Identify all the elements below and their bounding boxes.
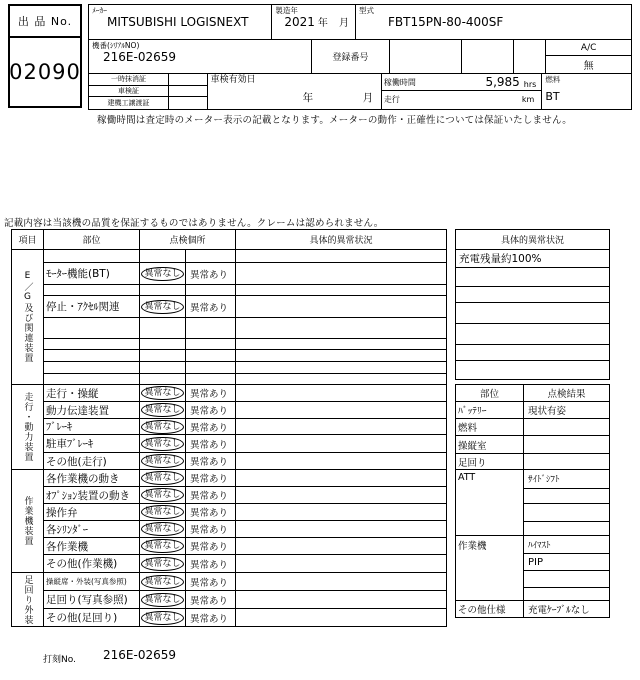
cert-value xyxy=(169,97,207,109)
att-label: ATT xyxy=(456,470,524,535)
ok-circled: 異常なし xyxy=(141,437,183,451)
table-row: 動力伝達装置 異常なし 異常あり xyxy=(44,402,446,419)
ok-circled: 異常なし xyxy=(141,471,183,485)
cert-value xyxy=(169,74,207,85)
ok-circled: 異常なし xyxy=(141,539,183,553)
att-result xyxy=(524,504,609,522)
ng-option: 異常あり xyxy=(186,487,236,503)
month-unit: 月 xyxy=(339,18,350,29)
ok-circled: 異常なし xyxy=(141,575,183,589)
ok-circled: 異常なし xyxy=(141,403,183,417)
ok-circled: 異常なし xyxy=(141,505,183,519)
model-value: FBT15PN-80-400SF xyxy=(388,15,504,29)
mfg-year-cell xyxy=(272,5,356,39)
stamp-number-label: 打刻No. xyxy=(43,655,76,665)
work-equipment-result: PIP xyxy=(524,554,609,572)
cert-row xyxy=(89,86,207,98)
registration-number-cell: 登録番号 xyxy=(312,40,390,73)
travel-label: 走行 xyxy=(383,94,400,104)
ng-option: 異常あり xyxy=(186,591,236,608)
result-row-fuel: 燃料 xyxy=(456,419,609,436)
serial-cell xyxy=(89,40,312,73)
maker-value: MITSUBISHI LOGISNEXT xyxy=(107,15,249,29)
ng-option: 異常あり xyxy=(186,521,236,537)
abnormality-row xyxy=(456,287,609,303)
ac-label: A/C xyxy=(546,40,631,56)
table-row: その他(走行) 異常なし 異常あり xyxy=(44,453,446,469)
ok-circled: 異常なし xyxy=(141,611,183,625)
meter-note: 稼働時間は査定時のメーター表示の記載となります。メーターの動作・正確性については保証いたしません。 xyxy=(97,115,572,126)
ng-option: 異常あり xyxy=(186,402,236,418)
ng-option: 異常あり xyxy=(186,504,236,520)
hours-value: 5,985 xyxy=(485,75,520,89)
mfg-year-value: 2021 xyxy=(284,15,315,29)
att-result: ｻｲﾄﾞｼﾌﾄ xyxy=(524,470,609,489)
shaken-year-unit: 年 xyxy=(302,92,314,104)
serial-value: 216E-02659 xyxy=(103,50,176,64)
work-equipment-result xyxy=(524,588,609,600)
section-workequip-label: 作業機装置 xyxy=(12,470,44,572)
ng-option: 異常あり xyxy=(186,470,236,486)
stamp-number-value: 216E-02659 xyxy=(103,648,176,662)
ac-cell xyxy=(546,40,631,73)
cert-label-temporary-deregistration: 一時抹消証 xyxy=(89,74,169,85)
table-row: ﾓｰﾀｰ機能(BT) 異常なし 異常あり xyxy=(44,263,446,285)
ok-circled: 異常なし xyxy=(141,300,183,314)
table-row: 足回り(写真参照) 異常なし 異常あり xyxy=(44,591,446,609)
section-eg xyxy=(12,250,446,385)
col-detail: 具体的異常状況 xyxy=(309,236,373,246)
abnormality-row: 充電残量約100% xyxy=(456,250,609,268)
att-result xyxy=(524,489,609,505)
inspection-table-header xyxy=(12,230,446,250)
lot-number-value: 02090 xyxy=(9,60,81,84)
disclaimer-note: 記載内容は当該機の品質を保証するものではありません。クレームは認められません。 xyxy=(4,218,384,229)
fuel-value: BT xyxy=(545,90,560,103)
table-row: 各作業機 異常なし 異常あり xyxy=(44,538,446,555)
table-row: 操作弁 異常なし 異常あり xyxy=(44,504,446,521)
ng-option: 異常あり xyxy=(186,609,236,626)
mfg-year-label: 製造年 xyxy=(275,6,298,15)
ng-option: 異常あり xyxy=(186,385,236,401)
empty-cell xyxy=(514,40,546,73)
inspection-table xyxy=(11,229,447,627)
col-check: 点検個所 xyxy=(140,230,236,249)
empty-cell xyxy=(390,40,462,73)
work-equipment-result: ﾊｲﾏｽﾄ xyxy=(524,536,609,554)
table-row: 各ｼﾘﾝﾀﾞｰ 異常なし 異常あり xyxy=(44,521,446,538)
model-cell xyxy=(356,5,631,39)
ng-option: 異常あり xyxy=(186,419,236,434)
inspection-result-table xyxy=(455,384,610,618)
cert-row xyxy=(89,97,207,109)
fuel-label: 燃料 xyxy=(545,75,561,84)
cert-row xyxy=(89,74,207,86)
att-group xyxy=(456,470,609,536)
ok-circled: 異常なし xyxy=(141,488,183,502)
cert-value xyxy=(169,86,207,97)
shaken-expiry-label: 車検有効日 xyxy=(210,75,256,85)
empty-cell xyxy=(462,40,515,73)
table-row xyxy=(44,250,446,263)
fuel-cell xyxy=(542,74,631,109)
abnormality-detail-title: 具体的異常状況 xyxy=(456,230,609,250)
model-label: 型式 xyxy=(359,6,375,15)
section-drive xyxy=(12,385,446,470)
ok-circled: 異常なし xyxy=(141,557,183,571)
section-undercarriage-label: 足回り外装 xyxy=(12,573,44,626)
lot-number-box xyxy=(8,4,82,108)
work-equipment-result xyxy=(524,571,609,588)
cert-label-kenkiko-transfer: 建機工譲渡証 xyxy=(89,97,169,109)
table-row xyxy=(44,362,446,374)
hours-label: 稼働時間 xyxy=(383,77,416,87)
work-equipment-group xyxy=(456,536,609,601)
col-part: 部位 xyxy=(44,230,140,249)
section-undercarriage xyxy=(12,573,446,626)
ng-option: 異常あり xyxy=(186,555,236,572)
abnormality-row xyxy=(456,324,609,345)
section-drive-label: 走行・動力装置 xyxy=(12,385,44,469)
table-row: ﾌﾞﾚｰｷ 異常なし 異常あり xyxy=(44,419,446,435)
abnormality-row xyxy=(456,268,609,287)
result-row-undercarriage: 足回り xyxy=(456,454,609,470)
table-row: 駐車ﾌﾞﾚｰｷ 異常なし 異常あり xyxy=(44,435,446,453)
table-row: 走行・操縦 異常なし 異常あり xyxy=(44,385,446,402)
certificate-rows xyxy=(89,74,208,109)
machine-header-table xyxy=(88,4,632,110)
result-table-header xyxy=(456,385,609,402)
shaken-month-unit: 月 xyxy=(362,92,374,104)
work-equipment-label: 作業機 xyxy=(456,536,524,600)
lot-number-label: 出 品 No. xyxy=(10,6,80,38)
table-row xyxy=(44,285,446,296)
travel-unit: km xyxy=(521,94,535,104)
maker-label: ﾒｰｶｰ xyxy=(92,6,107,15)
serial-label: 機番(ｼﾘｱﾙNO) xyxy=(92,41,140,50)
ok-circled: 異常なし xyxy=(141,454,183,468)
result-col-part: 部位 xyxy=(456,385,524,401)
table-row: 停止・ｱｸｾﾙ関連 異常なし 異常あり xyxy=(44,296,446,318)
section-eg-label: E／G及び関連装置 xyxy=(12,250,44,384)
ac-value: 無 xyxy=(583,61,594,72)
ok-circled: 異常なし xyxy=(141,420,183,434)
ng-option: 異常あり xyxy=(186,573,236,590)
abnormality-row xyxy=(456,345,609,361)
ng-option: 異常あり xyxy=(186,435,236,452)
hours-travel-cell xyxy=(382,74,542,109)
table-row xyxy=(44,318,446,339)
cert-label-shaken: 車検証 xyxy=(89,86,169,97)
table-row: 各作業機の動き 異常なし 異常あり xyxy=(44,470,446,487)
year-unit: 年 xyxy=(317,18,328,29)
result-row-cab: 操縦室 xyxy=(456,436,609,454)
result-row-battery: ﾊﾞｯﾃﾘｰ 現状有姿 xyxy=(456,402,609,419)
abnormality-row xyxy=(456,361,609,379)
ok-circled: 異常なし xyxy=(141,522,183,536)
result-row-other-spec: その他仕様 充電ｹｰﾌﾞﾙなし xyxy=(456,601,609,617)
result-col-result: 点検結果 xyxy=(547,389,586,400)
ng-option: 異常あり xyxy=(186,296,236,317)
table-row xyxy=(44,350,446,362)
ng-option: 異常あり xyxy=(186,538,236,554)
maker-cell xyxy=(89,5,272,39)
abnormality-detail-table xyxy=(455,229,610,380)
table-row: ｵﾌﾟｼｮﾝ装置の動き 異常なし 異常あり xyxy=(44,487,446,504)
col-item: 項目 xyxy=(12,230,44,249)
shaken-expiry-cell xyxy=(208,74,382,109)
table-row: その他(足回り) 異常なし 異常あり xyxy=(44,609,446,626)
table-row xyxy=(44,374,446,384)
abnormality-row xyxy=(456,303,609,324)
hours-unit: hrs xyxy=(523,79,537,89)
ok-circled: 異常なし xyxy=(141,267,183,281)
table-row xyxy=(44,339,446,350)
att-result xyxy=(524,522,609,535)
ng-option: 異常あり xyxy=(186,263,236,284)
ok-circled: 異常なし xyxy=(141,593,183,607)
table-row: 操縦席・外装(写真参照) 異常なし 異常あり xyxy=(44,573,446,591)
section-workequip xyxy=(12,470,446,573)
ng-option: 異常あり xyxy=(186,453,236,469)
table-row: その他(作業機) 異常なし 異常あり xyxy=(44,555,446,572)
ok-circled: 異常なし xyxy=(141,386,183,400)
